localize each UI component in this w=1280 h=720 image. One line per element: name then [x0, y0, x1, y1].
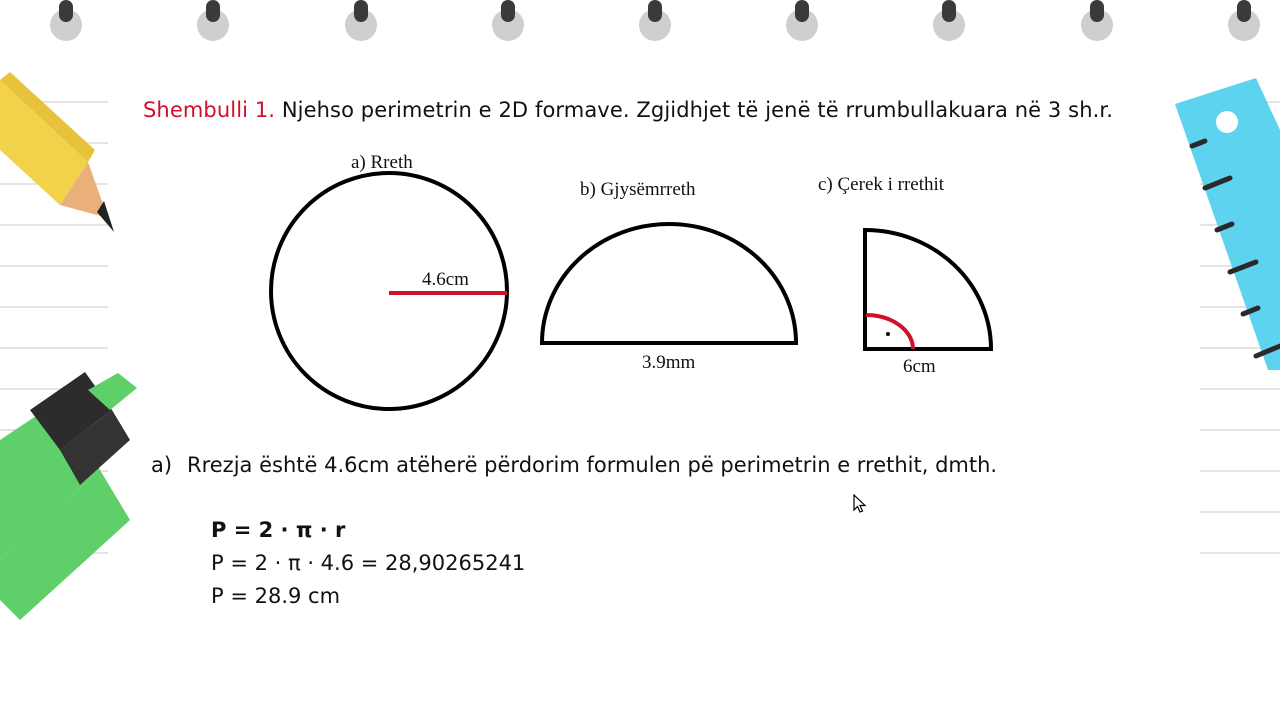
semicircle-diameter-label: 3.9mm: [642, 352, 696, 373]
example-label: Shembulli 1.: [143, 98, 276, 122]
semicircle-shape: [542, 224, 796, 343]
solution-part-a: [151, 453, 997, 477]
quarter-radius-label: 6cm: [903, 356, 936, 377]
right-angle-dot: [886, 332, 890, 336]
circle-radius-label: 4.6cm: [422, 269, 469, 290]
semicircle-caption: b) Gjysëmrreth: [580, 179, 696, 200]
mouse-cursor-icon: [853, 494, 867, 514]
quarter-circle-shape: [865, 230, 991, 349]
part-letter: a): [151, 453, 173, 477]
part-text: Rrezja është 4.6cm atëherë përdorim formulen pë perimetrin e rrethit, dmth.: [187, 453, 998, 477]
right-angle-arc: [866, 315, 913, 349]
circle-caption: a) Rreth: [351, 152, 413, 173]
perimeter-result: P = 28.9 cm: [211, 584, 341, 608]
perimeter-formula: P = 2 · π · r: [211, 518, 346, 542]
example-instruction: Njehso perimetrin e 2D formave. Zgjidhjet të jenë të rrumbullakuara në 3 sh.r.: [275, 98, 1113, 122]
quarter-caption: c) Çerek i rrethit: [818, 174, 945, 195]
perimeter-substitution: P = 2 · π · 4.6 = 28,90265241: [211, 551, 526, 575]
